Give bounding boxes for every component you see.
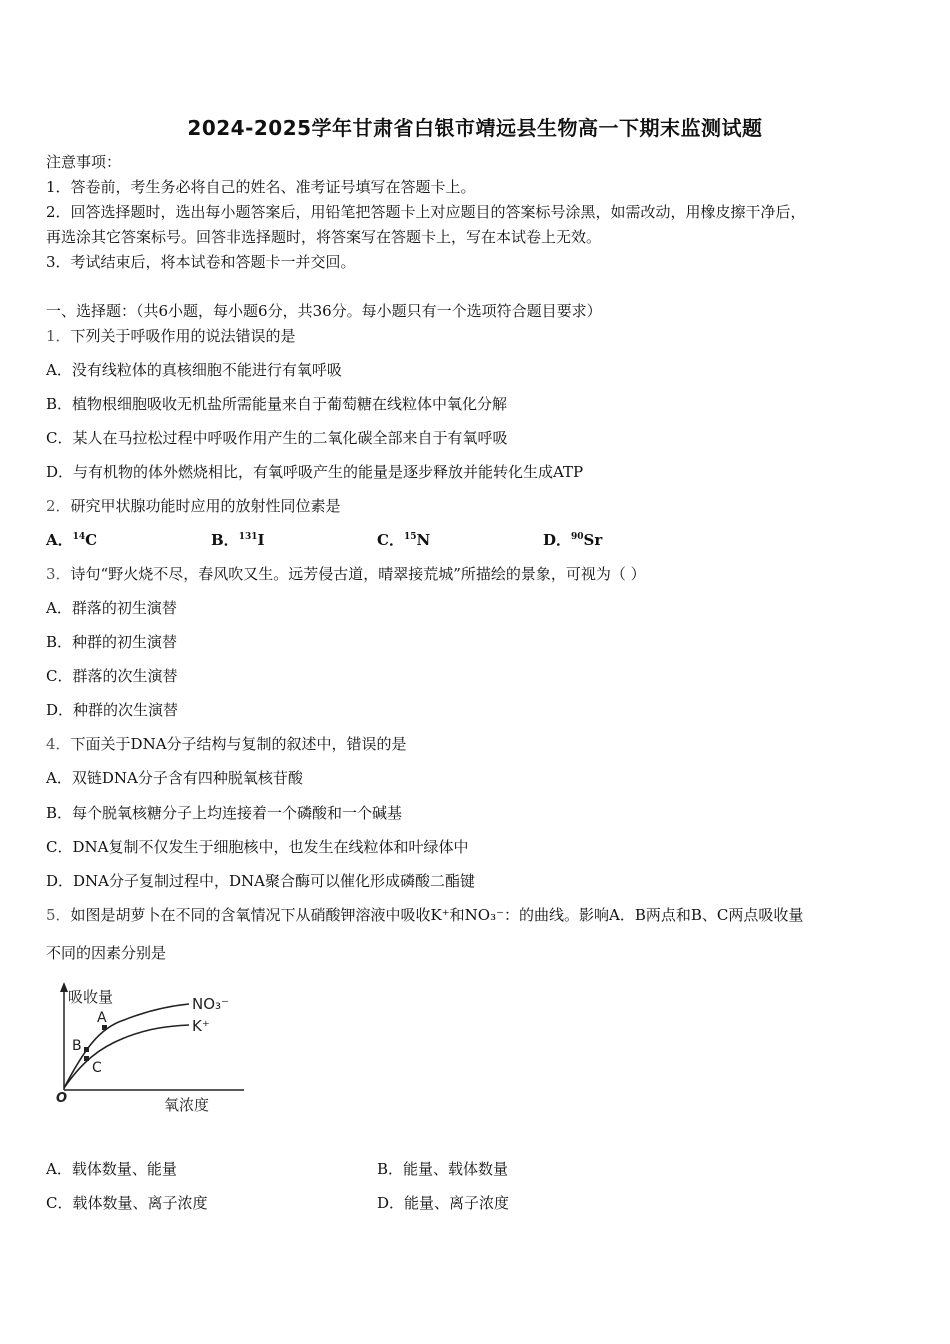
x-axis-label: 氧浓度: [164, 1096, 210, 1114]
question-stem: 下列关于呼吸作用的说法错误的是: [70, 327, 296, 345]
question-2: [46, 496, 341, 516]
point-a-label: A: [97, 1010, 107, 1026]
q4-option-d[interactable]: D．DNA分子复制过程中，DNA聚合酶可以催化形成磷酸二酯键: [46, 872, 475, 890]
q3-option-b[interactable]: B．种群的初生演替: [46, 633, 178, 651]
q2-option-c[interactable]: C．$^{15}$N: [377, 531, 431, 549]
notice-item-3: 3．考试结束后，将本试卷和答题卡一并交回。: [46, 253, 356, 271]
notice-heading: 注意事项：: [46, 153, 122, 171]
question-stem: 下面关于DNA分子结构与复制的叙述中，错误的是: [70, 735, 407, 753]
q5-option-a[interactable]: A．载体数量、能量: [46, 1160, 177, 1178]
q2-option-b[interactable]: B．$^{131}$I: [211, 531, 265, 549]
q2-option-a[interactable]: A．$^{14}$C: [46, 531, 98, 549]
point-c-marker: [84, 1056, 89, 1061]
question-5-cont: 不同的因素分别是: [46, 944, 167, 962]
q4-option-c[interactable]: C．DNA复制不仅发生于细胞核中，也发生在线粒体和叶绿体中: [46, 838, 469, 856]
no3-curve: [64, 1004, 189, 1088]
q1-option-d[interactable]: D．与有机物的体外燃烧相比，有氧呼吸产生的能量是逐步释放并能转化生成ATP: [46, 463, 584, 481]
k-curve-label: K⁺: [192, 1017, 210, 1035]
y-axis-arrow: [60, 982, 68, 992]
q2-option-d[interactable]: D．$^{90}$Sr: [543, 531, 603, 549]
q1-option-a[interactable]: A．没有线粒体的真核细胞不能进行有氧呼吸: [46, 361, 342, 379]
q5-option-d[interactable]: D．能量、离子浓度: [377, 1194, 510, 1212]
question-stem: 诗句“野火烧不尽，春风吹又生。远芳侵古道，晴翠接荒城”所描绘的景象，可视为（ ）: [70, 565, 646, 583]
q3-option-d[interactable]: D．种群的次生演替: [46, 701, 179, 719]
question-3: [46, 564, 646, 584]
question-stem: 研究甲状腺功能时应用的放射性同位素是: [70, 497, 341, 515]
question-4: [46, 734, 407, 754]
no3-curve-label: NO₃⁻: [192, 995, 229, 1013]
notice-item-2: 2．回答选择题时，选出每小题答案后，用铅笔把答题卡上对应题目的答案标号涂黑，如需改动，用橡皮擦干净后，: [46, 203, 806, 221]
question-number: 5．: [46, 906, 71, 924]
q3-option-a[interactable]: A．群落的初生演替: [46, 599, 177, 617]
q4-option-a[interactable]: A．双链DNA分子含有四种脱氧核苷酸: [46, 769, 303, 787]
question-number: 3．: [46, 565, 71, 583]
question-5: [46, 905, 803, 925]
y-axis-label: 吸收量: [68, 988, 114, 1006]
q1-option-c[interactable]: C．某人在马拉松过程中呼吸作用产生的二氧化碳全部来自于有氧呼吸: [46, 429, 508, 447]
q4-option-b[interactable]: B．每个脱氧核糖分子上均连接着一个磷酸和一个碱基: [46, 804, 403, 822]
origin-label: O: [56, 1091, 68, 1106]
question-number: 2．: [46, 497, 71, 515]
question-stem: 如图是胡萝卜在不同的含氧情况下从硝酸钾溶液中吸收K⁺和NO₃⁻：的曲线。影响A．B两点和B、C两点吸收量: [70, 906, 804, 924]
q5-option-c[interactable]: C．载体数量、离子浓度: [46, 1194, 208, 1212]
question-1: [46, 326, 296, 346]
q1-option-b[interactable]: B．植物根细胞吸收无机盐所需能量来自于葡萄糖在线粒体中氧化分解: [46, 395, 508, 413]
absorption-graph: [44, 980, 254, 1120]
question-number: 1．: [46, 327, 71, 345]
notice-item-2-cont: 再选涂其它答案标号。回答非选择题时，将答案写在答题卡上，写在本试卷上无效。: [46, 228, 602, 246]
point-b-label: B: [72, 1038, 82, 1054]
section-heading: 一、选择题：（共6小题，每小题6分，共36分。每小题只有一个选项符合题目要求）: [46, 302, 602, 320]
notice-item-1: 1．答卷前，考生务必将自己的姓名、准考证号填写在答题卡上。: [46, 178, 476, 196]
point-c-label: C: [92, 1060, 102, 1076]
q3-option-c[interactable]: C．群落的次生演替: [46, 667, 178, 685]
page-title: 2024-2025学年甘肃省白银市靖远县生物高一下期末监测试题: [187, 116, 763, 140]
point-b-marker: [84, 1047, 89, 1052]
q5-option-b[interactable]: B．能量、载体数量: [377, 1160, 509, 1178]
question-number: 4．: [46, 735, 71, 753]
